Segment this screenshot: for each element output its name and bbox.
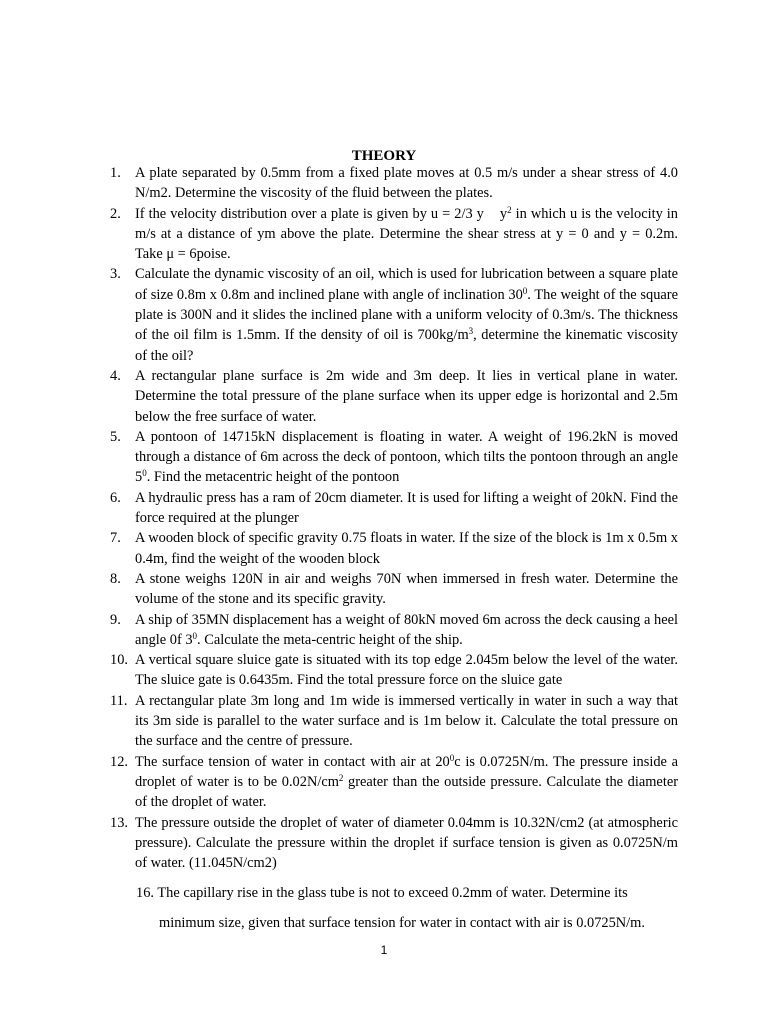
question-text: A hydraulic press has a ram of 20cm diameter. It is used for lifting a weight of 20kN. Find the force required at the plunger <box>135 489 678 527</box>
page-title: THEORY <box>351 148 417 164</box>
question-item-5 <box>110 427 678 488</box>
question-text: The pressure outside the droplet of water of diameter 0.04mm is 10.32N/cm2 (at atmospheric pressure). Calculate the pressure within the droplet if surface tension is given as 0.0725N/m of water. (11.045N/cm2) <box>135 814 678 872</box>
question-text: A vertical square sluice gate is situated with its top edge 2.045m below the level of the water. The sluice gate is 0.6435m. Find the total pressure force on the sluice gate <box>135 652 678 689</box>
question-number: 10. <box>110 652 128 669</box>
question-item-10 <box>110 650 678 691</box>
question-number: 6. <box>110 489 121 506</box>
question-number: 5. <box>110 428 121 445</box>
question-text: A rectangular plate 3m long and 1m wide is immersed vertically in water in such a way that its 3m side is parallel to the water surface and is 1m below it. Calculate the total pressure on the surface and the centre of pressure. <box>135 692 678 750</box>
question-item-11 <box>110 691 678 752</box>
question-text: A stone weighs 120N in air and weighs 70N when immersed in fresh water. Determine the volume of the stone and its specific gravity. <box>135 570 678 608</box>
question-text: 16. The capillary rise in the glass tube is not to exceed 0.2mm of water. Determine its <box>136 885 628 901</box>
question-item-13 <box>110 813 678 874</box>
question-item-7 <box>110 528 678 569</box>
question-number: 9. <box>110 611 121 628</box>
question-text: Calculate the dynamic viscosity of an oil, which is used for lubrication between a square plate of size 0.8m x 0.8m and inclined plane with angle of inclination $30^0$. The weight of the square plate is 300N and it slides the inclined plane with a uniform velocity of 0.3m/s. The thickness of the oil film is 1.5mm. If the density of oil is $700kg/m^3$, determine the kinematic viscosity of the oil? <box>135 266 678 364</box>
question-number: 3. <box>110 266 121 283</box>
question-item-6 <box>110 488 678 529</box>
question-number: 13. <box>110 814 128 831</box>
question-number: 4. <box>110 367 121 384</box>
question-number: 7. <box>110 530 121 547</box>
question-item-2 <box>110 204 682 265</box>
question-number: 8. <box>110 570 121 587</box>
question-text: A pontoon of 14715kN displacement is floating in water. A weight of 196.2kN is moved through a distance of 6m across the deck of pontoon, which tilts the pontoon through an angle $5^0$. Find the metacentric height of the pontoon <box>135 428 678 486</box>
question-number: 1. <box>110 165 121 181</box>
question-text: A plate separated by 0.5mm from a fixed plate moves at 0.5 m/s under a shear stress of 4.0 N/m2. Determine the viscosity of the fluid between the plates. <box>135 165 678 202</box>
question-list <box>110 163 682 873</box>
question-text: A rectangular plane surface is 2m wide and 3m deep. It lies in vertical plane in water. Determine the total pressure of the plane surface when its upper edge is horizontal and 2.5m below the free surface of water. <box>135 367 678 425</box>
question-number: 2. <box>110 205 121 222</box>
question-text: A ship of 35MN displacement has a weight of 80kN moved 6m across the deck causing a heel angle 0f $3^0$. Calculate the meta-centric height of the ship. <box>135 611 678 648</box>
question-item-16 <box>136 883 680 933</box>
question-number: 11. <box>110 692 128 709</box>
question-number: 16. <box>136 885 154 901</box>
question-item-1 <box>110 163 678 204</box>
question-item-4 <box>110 366 678 427</box>
page-number: 1 <box>380 943 388 957</box>
question-text: If the velocity distribution over a plate is given by u = 2/3 y $y^2$ in which u is the velocity in m/s at a distance of ym above the plate. Determine the shear stress at y = 0 and y = 0.2m. Take μ = 6poise. <box>135 204 682 263</box>
question-text: A wooden block of specific gravity 0.75 floats in water. If the size of the block is 1m x 0.5m x 0.4m, find the weight of the wooden block <box>135 530 678 567</box>
question-number: 12. <box>110 753 128 770</box>
question-item-3 <box>110 264 678 365</box>
question-text: The surface tension of water in contact with air at $20^0c$ is 0.0725N/m. The pressure inside a droplet of water is to be $0.02N/cm^2$ greater than the outside pressure. Calculate the diameter of the droplet of water. <box>135 752 679 811</box>
question-item-9 <box>110 610 678 651</box>
question-text-continued: minimum size, given that surface tension for water in contact with air is 0.0725N/m. <box>159 915 645 931</box>
question-item-8 <box>110 569 678 610</box>
question-item-12 <box>110 752 678 813</box>
